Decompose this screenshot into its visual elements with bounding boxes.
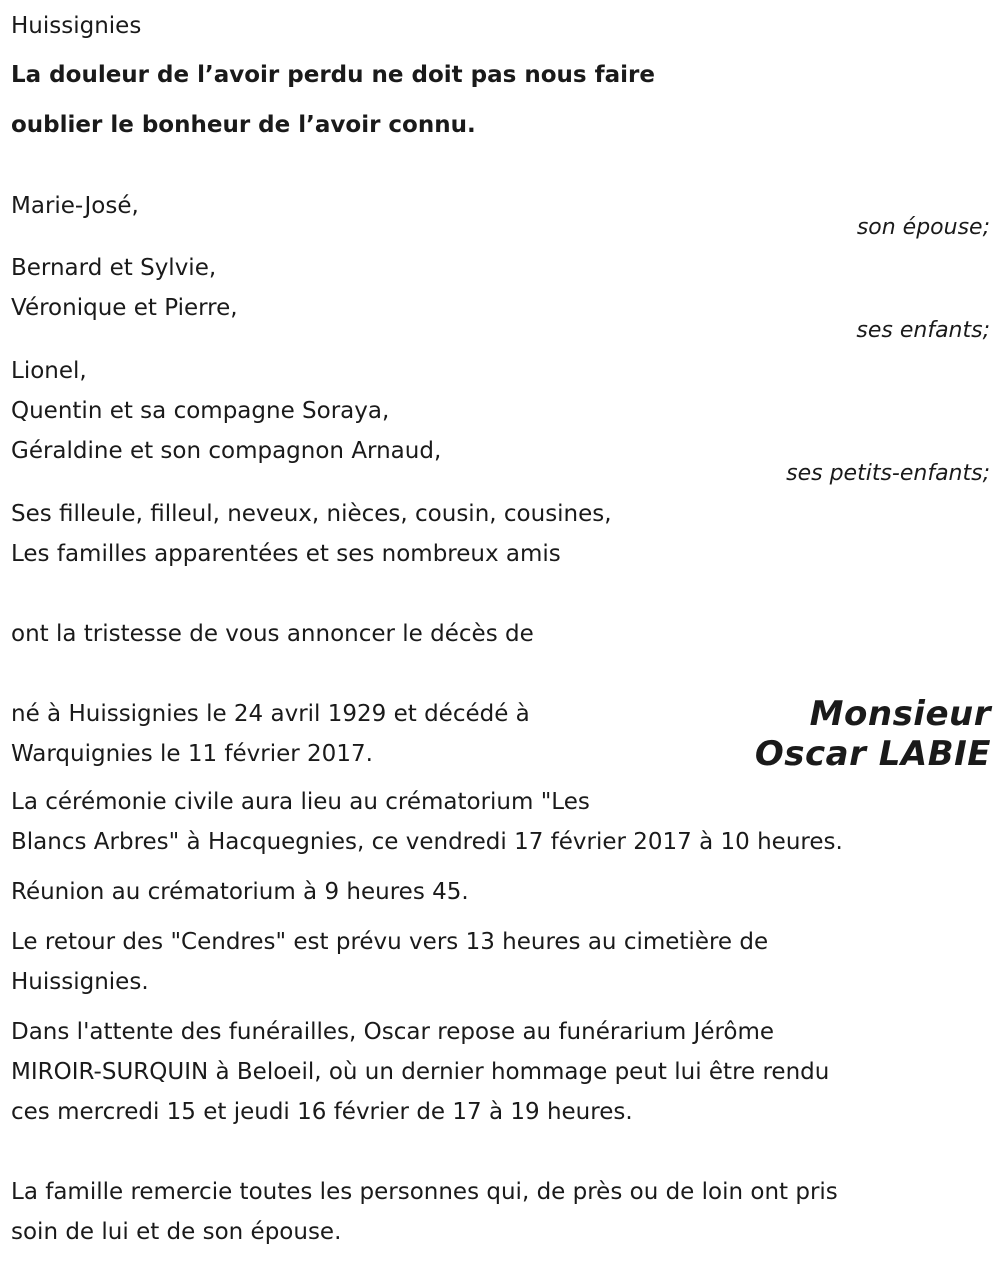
grandchild-1: Lionel, (11, 358, 87, 384)
deceased-name: Oscar LABIE (754, 734, 991, 774)
thanks-line-1: La famille remercie toutes les personnes qui, de près ou de loin ont pris (11, 1179, 838, 1205)
spouse-name: Marie-José, (11, 193, 139, 219)
locality: Huissignies (11, 13, 142, 39)
ceremony-line-2: Blancs Arbres" à Hacquegnies, ce vendredi 17 février 2017 à 10 heures. (11, 829, 843, 855)
birth-death-line-2: Warquignies le 11 février 2017. (11, 741, 373, 767)
ceremony-line-1: La cérémonie civile aura lieu au crématorium "Les (11, 789, 590, 815)
other-relatives-2: Les familles apparentées et ses nombreux amis (11, 541, 561, 567)
ashes-line-1: Le retour des "Cendres" est prévu vers 13 heures au cimetière de (11, 929, 769, 955)
child-1: Bernard et Sylvie, (11, 255, 217, 281)
meeting-info: Réunion au crématorium à 9 heures 45. (11, 879, 469, 905)
quote-line-2: oublier le bonheur de l’avoir connu. (11, 112, 476, 138)
deceased-title: Monsieur (809, 694, 991, 734)
spouse-role: son épouse; (856, 215, 990, 240)
grandchildren-role: ses petits-enfants; (786, 461, 990, 486)
funerarium-line-2: MIROIR-SURQUIN à Beloeil, où un dernier hommage peut lui être rendu (11, 1059, 830, 1085)
funerarium-line-1: Dans l'attente des funérailles, Oscar repose au funérarium Jérôme (11, 1019, 775, 1045)
funerarium-line-3: ces mercredi 15 et jeudi 16 février de 17 à 19 heures. (11, 1099, 633, 1125)
children-role: ses enfants; (856, 318, 990, 343)
birth-death-line-1: né à Huissignies le 24 avril 1929 et décédé à (11, 701, 530, 727)
ashes-line-2: Huissignies. (11, 969, 149, 995)
quote-line-1: La douleur de l’avoir perdu ne doit pas nous faire (11, 62, 655, 88)
announcement-intro: ont la tristesse de vous annoncer le décès de (11, 621, 534, 647)
grandchild-2: Quentin et sa compagne Soraya, (11, 398, 390, 424)
child-2: Véronique et Pierre, (11, 295, 238, 321)
other-relatives-1: Ses filleule, filleul, neveux, nièces, cousin, cousines, (11, 501, 612, 527)
deceased-name-block (755, 694, 991, 774)
thanks-line-2: soin de lui et de son épouse. (11, 1219, 342, 1245)
grandchild-3: Géraldine et son compagnon Arnaud, (11, 438, 442, 464)
